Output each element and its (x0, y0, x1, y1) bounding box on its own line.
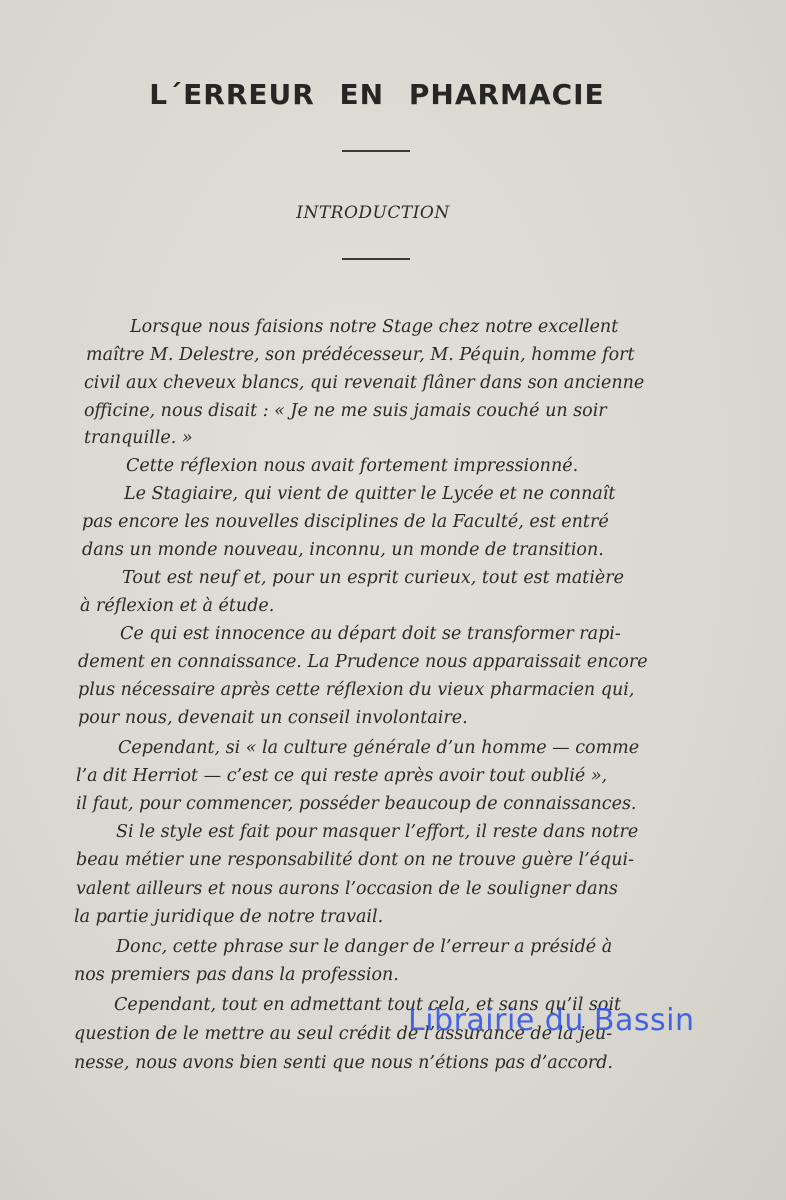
text-line: pour nous, devenait un conseil involontaire. (78, 708, 468, 728)
section-divider (342, 258, 410, 260)
text-line: pas encore les nouvelles disciplines de la Faculté, est entré (82, 512, 609, 532)
text-line: à réflexion et à étude. (80, 596, 275, 616)
text-line: nos premiers pas dans la profession. (74, 965, 399, 985)
text-line: Donc, cette phrase sur le danger de l’erreur a présidé à (116, 937, 613, 957)
text-line: il faut, pour commencer, posséder beaucoup de connaissances. (76, 794, 637, 814)
text-line: civil aux cheveux blancs, qui revenait flâner dans son ancienne (84, 373, 645, 393)
text-line: Cependant, si « la culture générale d’un homme — comme (118, 738, 640, 758)
text-line: plus nécessaire après cette réflexion du vieux pharmacien qui, (78, 680, 635, 700)
text-line: dans un monde nouveau, inconnu, un monde de transition. (82, 540, 604, 560)
section-heading: INTRODUCTION (296, 203, 450, 223)
text-line: Cependant, tout en admettant tout cela, et sans qu’il soit (114, 995, 622, 1015)
text-line: Tout est neuf et, pour un esprit curieux, tout est matière (122, 568, 624, 588)
text-line: Ce qui est innocence au départ doit se transformer rapi- (120, 624, 621, 644)
text-line: l’a dit Herriot — c’est ce qui reste après avoir tout oublié », (76, 766, 608, 786)
text-line: Si le style est fait pour masquer l’effort, il reste dans notre (116, 822, 639, 842)
text-line: la partie juridique de notre travail. (74, 907, 384, 927)
text-line: maître M. Delestre, son prédécesseur, M. Péquin, homme fort (86, 345, 635, 365)
text-line: beau métier une responsabilité dont on ne trouve guère l’équi- (76, 850, 635, 870)
page-title: L´ERREUR EN PHARMACIE (149, 78, 605, 111)
text-line: nesse, nous avons bien senti que nous n’étions pas d’accord. (74, 1053, 613, 1073)
watermark: Librairie du Bassin (408, 1003, 695, 1038)
text-line: Cette réflexion nous avait fortement impressionné. (126, 456, 579, 476)
text-line: tranquille. » (84, 428, 193, 448)
text-line: officine, nous disait : « Je ne me suis jamais couché un soir (84, 401, 607, 421)
title-divider (342, 150, 410, 152)
text-line: question de le mettre au seul crédit de l’assurance de la jeu- (74, 1024, 613, 1044)
text-line: Le Stagiaire, qui vient de quitter le Lycée et ne connaît (124, 484, 616, 504)
text-line: valent ailleurs et nous aurons l’occasion de le souligner dans (76, 879, 618, 899)
text-line: dement en connaissance. La Prudence nous apparaissait encore (78, 652, 648, 672)
text-line: Lorsque nous faisions notre Stage chez notre excellent (130, 317, 619, 337)
